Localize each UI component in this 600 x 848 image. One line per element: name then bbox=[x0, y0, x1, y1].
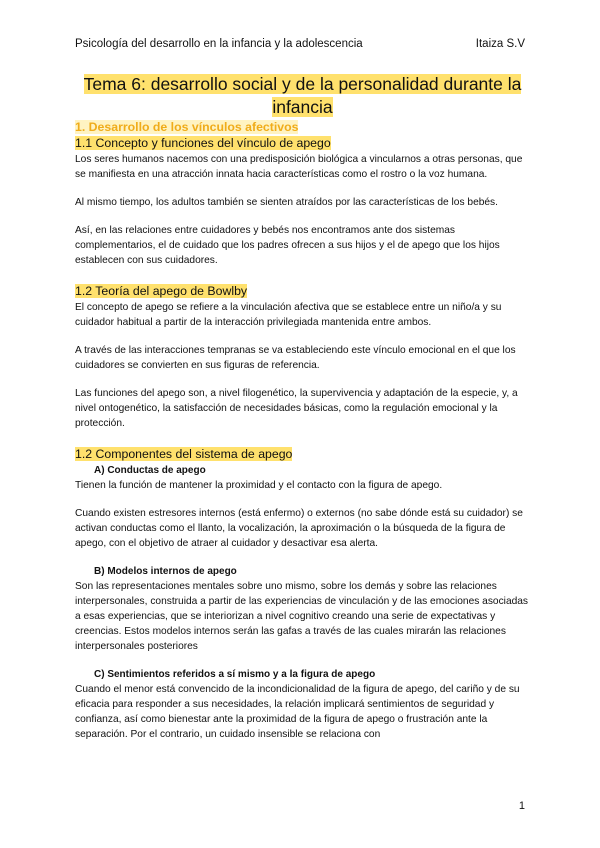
paragraph: Al mismo tiempo, los adultos también se sienten atraídos por las características de los bebés. bbox=[75, 197, 498, 208]
title-block bbox=[75, 73, 530, 119]
subsection-c-heading: C) Sentimientos referidos a sí mismo y a la figura de apego bbox=[94, 669, 376, 680]
document-body bbox=[75, 119, 530, 742]
section-1-1-heading: 1.1 Concepto y funciones del vínculo de apego bbox=[75, 136, 331, 150]
paragraph: El concepto de apego se refiere a la vinculación afectiva que se establece entre un niño/a y su cuidador habitual a partir de la interacción privilegiada mantenida entre ambos. bbox=[75, 302, 502, 328]
subsection-b-heading: B) Modelos internos de apego bbox=[94, 566, 237, 577]
page-header bbox=[75, 38, 525, 50]
section-1-heading: 1. Desarrollo de los vínculos afectivos bbox=[75, 120, 299, 134]
subsection-a-heading: A) Conductas de apego bbox=[94, 465, 206, 476]
section-1-2-heading: 1.2 Teoría del apego de Bowlby bbox=[75, 284, 248, 298]
paragraph: Cuando el menor está convencido de la incondicionalidad de la figura de apego, del cariño y de su eficacia para responder a sus necesidades, la relación implicará sentimientos de seguridad y confianza, así como bienestar ante la proximidad de la figura de apego o frustración ante la separación. Por el contrario, un cuidado insensible se relaciona con bbox=[75, 684, 520, 740]
section-components-heading: 1.2 Componentes del sistema de apego bbox=[75, 447, 293, 461]
paragraph: Los seres humanos nacemos con una predisposición biológica a vincularnos a otras personas, que se manifiesta en una atracción innata hacia características como el rostro o la voz humana. bbox=[75, 154, 523, 180]
page-title: Tema 6: desarrollo social y de la personalidad durante la infancia bbox=[83, 74, 522, 117]
paragraph: Son las representaciones mentales sobre uno mismo, sobre los demás y sobre las relaciones interpersonales, construida a partir de las experiencias de vinculación y de las emociones asociadas a esas experiencias, que se interiorizan a nivel cognitivo creando una serie de expectativas y creencias. Estos modelos internos serán las gafas a través de las cuales mirarán las relaciones interpersonales posteriores bbox=[75, 581, 529, 652]
paragraph: A través de las interacciones tempranas se va estableciendo este vínculo emocional en el que los cuidadores se convierten en sus figuras de referencia. bbox=[75, 345, 516, 371]
paragraph: Así, en las relaciones entre cuidadores y bebés nos encontramos ante dos sistemas complementarios, el de cuidado que los padres ofrecen a sus hijos y el de apego que los hijos establecen con sus cuidadores. bbox=[75, 225, 500, 266]
paragraph: Tienen la función de mantener la proximidad y el contacto con la figura de apego. bbox=[75, 480, 443, 491]
header-author: Itaiza S.V bbox=[475, 38, 525, 50]
header-course-title: Psicología del desarrollo en la infancia y la adolescencia bbox=[75, 38, 363, 50]
page-number: 1 bbox=[518, 800, 525, 812]
paragraph: Cuando existen estresores internos (está enfermo) o externos (no sabe dónde está su cuidador) se activan conductas como el llanto, la vocalización, la aproximación o la búsqueda de la figura de apego, con el objetivo de atraer al cuidador y desactivar esa alerta. bbox=[75, 508, 523, 549]
paragraph: Las funciones del apego son, a nivel filogenético, la supervivencia y adaptación de la especie, y, a nivel ontogenético, la satisfacción de necesidades básicas, como la regulación emocional y la protección. bbox=[75, 388, 518, 429]
